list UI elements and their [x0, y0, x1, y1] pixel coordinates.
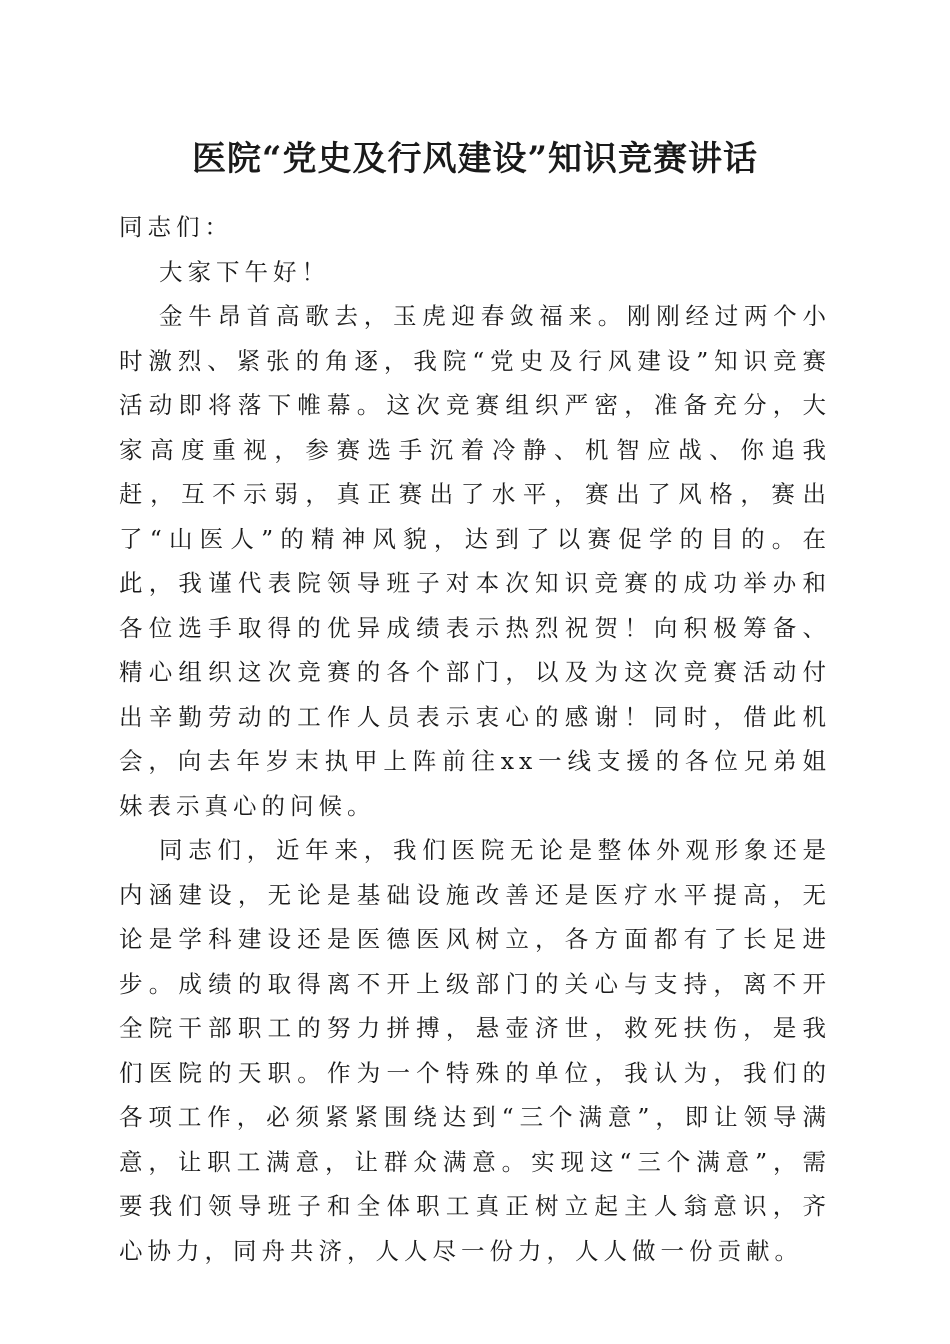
salutation: 同志们： — [119, 213, 233, 241]
paragraph-2: 同志们，近年来，我们医院无论是整体外观形象还是内涵建设，无论是基础设施改善还是医疗水平提高，无论是学科建设还是医德医风树立，各方面都有了长足进步。成绩的取得离不开上级部门的关心与支持，离不开全院干部职工的努力拼搏，悬壶济世，救死扶伤，是我们医院的天职。作为一个特殊的单位，我认为，我们的各项工作，必须紧紧围绕达到“三个满意”，即让领导满意，让职工满意，让群众满意。实现这“三个满意”，需要我们领导班子和全体职工真正树立起主人翁意识，齐心协力，同舟共济，人人尽一份力，人人做一份贡献。 — [119, 836, 831, 1265]
paragraph-1: 金牛昂首高歌去，玉虎迎春敛福来。刚刚经过两个小时激烈、紧张的角逐，我院“党史及行风建设”知识竞赛活动即将落下帷幕。这次竞赛组织严密，准备充分，大家高度重视，参赛选手沉着冷静、机智应战、你追我赶，互不示弱，真正赛出了水平，赛出了风格，赛出了“山医人”的精神风貌，达到了以赛促学的目的。在此，我谨代表院领导班子对本次知识竞赛的成功举办和各位选手取得的优异成绩表示热烈祝贺！向积极筹备、精心组织这次竞赛的各个部门，以及为这次竞赛活动付出辛勤劳动的工作人员表示衷心的感谢！同时，借此机会，向去年岁末执甲上阵前往xx一线支援的各位兄弟姐妹表示真心的问候。 — [119, 302, 831, 820]
page-title: 医院“党史及行风建设”知识竞赛讲话 — [191, 139, 759, 179]
greeting: 大家下午好！ — [159, 257, 330, 286]
document-body — [119, 205, 831, 1273]
